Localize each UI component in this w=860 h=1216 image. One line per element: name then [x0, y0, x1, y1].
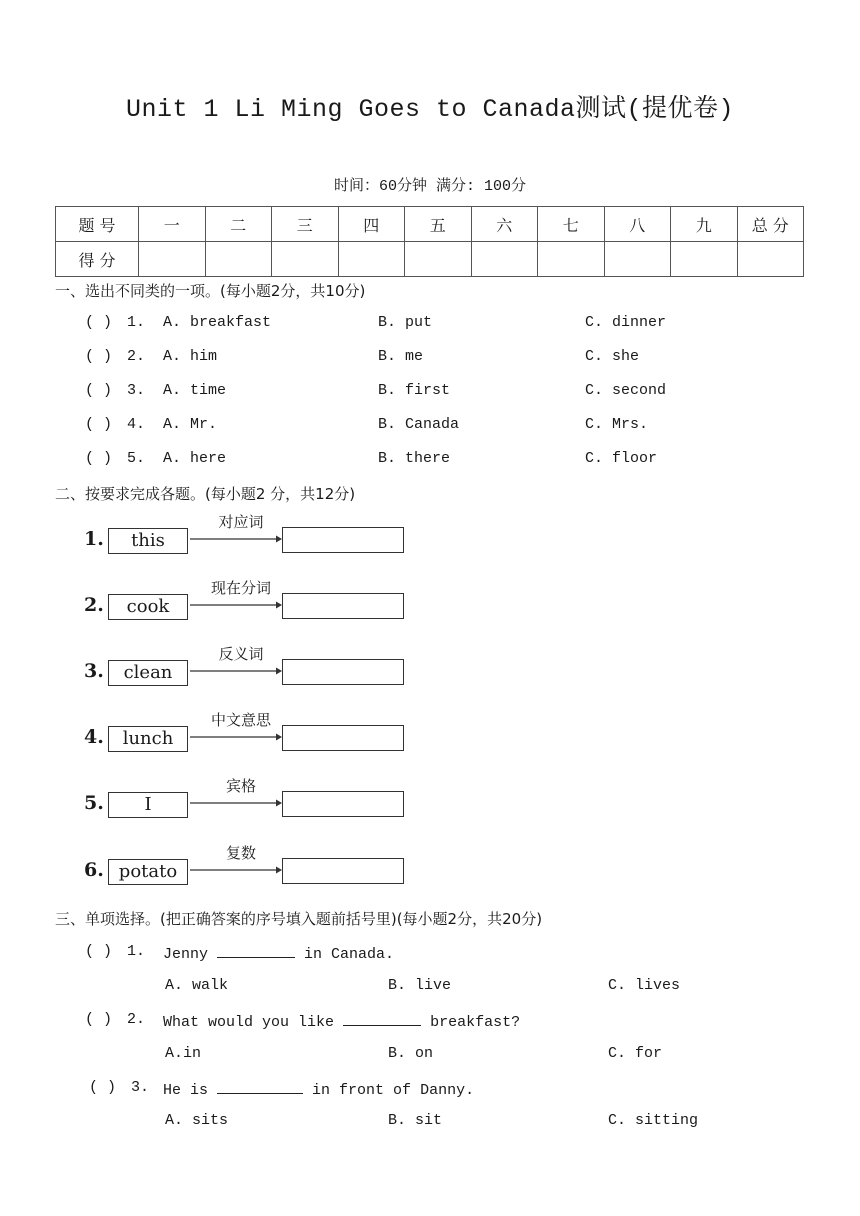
source-word-box: cook	[108, 594, 188, 620]
score-table-header-row	[56, 207, 804, 242]
answer-box[interactable]	[282, 527, 404, 553]
score-cell[interactable]	[272, 242, 339, 277]
time-and-score-info: 时间：60分钟 满分: 100分	[333, 178, 526, 195]
option-c: C. she	[585, 348, 640, 365]
answer-paren[interactable]: ( )	[85, 382, 113, 399]
s1-question-1	[85, 314, 825, 336]
s1-question-3	[85, 382, 825, 404]
fill-blank[interactable]	[217, 943, 295, 958]
source-word-box: clean	[108, 660, 188, 686]
arrow-right-icon	[190, 799, 282, 807]
question-stem	[163, 1011, 520, 1031]
stem-before: Jenny	[163, 946, 209, 963]
score-table-header-cell: 九	[671, 207, 738, 242]
stem-before: He is	[163, 1082, 209, 1099]
question-stem	[163, 943, 394, 963]
stem-after: in front of Danny.	[312, 1082, 475, 1099]
score-table-header-cell: 六	[471, 207, 538, 242]
option-a: A. walk	[165, 977, 229, 994]
s3-question-3	[89, 1079, 829, 1101]
option-b: B. me	[378, 348, 424, 365]
option-b: B. on	[388, 1045, 434, 1062]
s2-task-3	[84, 646, 414, 690]
task-number: 2.	[84, 594, 104, 616]
question-number: 1.	[127, 943, 146, 960]
option-c: C. lives	[608, 977, 681, 994]
option-c: C. Mrs.	[585, 416, 649, 433]
arrow-right-icon	[190, 601, 282, 609]
s2-task-6	[84, 845, 414, 889]
arrow-right-icon	[190, 733, 282, 741]
option-c: C. floor	[585, 450, 658, 467]
question-number: 1.	[127, 314, 146, 331]
stem-before: What would you like	[163, 1014, 335, 1031]
question-stem	[163, 1079, 474, 1099]
s2-task-1	[84, 514, 414, 558]
source-word-box: I	[108, 792, 188, 818]
answer-box[interactable]	[282, 725, 404, 751]
task-number: 5.	[84, 792, 104, 814]
option-a: A. Mr.	[163, 416, 218, 433]
option-c: C. dinner	[585, 314, 667, 331]
s3-options-2	[165, 1045, 860, 1067]
score-cell[interactable]	[737, 242, 804, 277]
answer-paren[interactable]: ( )	[85, 450, 113, 467]
question-number: 3.	[131, 1079, 150, 1096]
option-b: B. Canada	[378, 416, 460, 433]
answer-box[interactable]	[282, 791, 404, 817]
answer-paren[interactable]: ( )	[85, 943, 113, 960]
score-table-header-cell: 三	[272, 207, 339, 242]
s3-question-2	[85, 1011, 825, 1033]
question-number: 4.	[127, 416, 146, 433]
option-a: A. breakfast	[163, 314, 272, 331]
score-table-header-cell: 二	[205, 207, 272, 242]
score-row-label: 得 分	[56, 242, 139, 277]
answer-paren[interactable]: ( )	[85, 314, 113, 331]
score-table-header-cell: 七	[538, 207, 605, 242]
answer-paren[interactable]: ( )	[85, 1011, 113, 1028]
s3-options-1	[165, 977, 860, 999]
option-b: B. there	[378, 450, 451, 467]
s1-question-5	[85, 450, 825, 472]
score-cell[interactable]	[538, 242, 605, 277]
score-cell[interactable]	[471, 242, 538, 277]
option-a: A. sits	[165, 1112, 229, 1129]
arrow-right-icon	[190, 535, 282, 543]
option-a: A. here	[163, 450, 227, 467]
option-c: C. for	[608, 1045, 663, 1062]
transform-label: 现在分词	[210, 579, 271, 597]
score-table-score-row	[56, 242, 804, 277]
transform-label: 复数	[225, 844, 256, 862]
score-cell[interactable]	[604, 242, 671, 277]
task-number: 1.	[84, 528, 104, 550]
score-table-header-cell: 题 号	[56, 207, 139, 242]
question-number: 2.	[127, 1011, 146, 1028]
transform-label: 宾格	[225, 777, 256, 795]
s2-task-2	[84, 580, 414, 624]
page-title: Unit 1 Li Ming Goes to Canada测试(提优卷)	[125, 95, 735, 124]
option-c: C. second	[585, 382, 667, 399]
source-word-box: lunch	[108, 726, 188, 752]
s1-question-4	[85, 416, 825, 438]
task-number: 6.	[84, 859, 104, 881]
option-b: B. live	[388, 977, 452, 994]
question-number: 3.	[127, 382, 146, 399]
section-2-heading: 二、按要求完成各题。(每小题2 分，共12分)	[55, 485, 356, 503]
fill-blank[interactable]	[343, 1011, 421, 1026]
answer-box[interactable]	[282, 593, 404, 619]
score-table-header-cell: 八	[604, 207, 671, 242]
stem-after: in Canada.	[304, 946, 395, 963]
transform-label: 中文意思	[210, 711, 271, 729]
answer-box[interactable]	[282, 858, 404, 884]
score-cell[interactable]	[139, 242, 206, 277]
source-word-box: potato	[108, 859, 188, 885]
score-table-header-cell: 总 分	[737, 207, 804, 242]
stem-after: breakfast?	[430, 1014, 521, 1031]
source-word-box: this	[108, 528, 188, 554]
fill-blank[interactable]	[217, 1079, 303, 1094]
score-cell[interactable]	[205, 242, 272, 277]
score-table-header-cell: 四	[338, 207, 405, 242]
score-cell[interactable]	[671, 242, 738, 277]
score-cell[interactable]	[338, 242, 405, 277]
score-table	[55, 206, 804, 277]
option-b: B. first	[378, 382, 451, 399]
task-number: 4.	[84, 726, 104, 748]
option-a: A. time	[163, 382, 227, 399]
transform-label: 反义词	[218, 645, 264, 663]
option-c: C. sitting	[608, 1112, 699, 1129]
arrow-right-icon	[190, 866, 282, 874]
s3-options-3	[165, 1112, 860, 1134]
s3-question-1	[85, 943, 825, 965]
transform-label: 对应词	[218, 513, 264, 531]
option-b: B. sit	[388, 1112, 443, 1129]
answer-paren[interactable]: ( )	[85, 348, 113, 365]
option-b: B. put	[378, 314, 433, 331]
option-a: A. him	[163, 348, 218, 365]
answer-paren[interactable]: ( )	[89, 1079, 117, 1096]
s1-question-2	[85, 348, 825, 370]
option-a: A.in	[165, 1045, 202, 1062]
answer-box[interactable]	[282, 659, 404, 685]
s2-task-4	[84, 712, 414, 756]
s2-task-5	[84, 778, 414, 822]
section-3-heading: 三、单项选择。(把正确答案的序号填入题前括号里)(每小题2分，共20分)	[55, 910, 543, 928]
score-table-header-cell: 一	[139, 207, 206, 242]
score-table-header-cell: 五	[405, 207, 472, 242]
section-1-heading: 一、选出不同类的一项。(每小题2分，共10分)	[55, 282, 366, 300]
answer-paren[interactable]: ( )	[85, 416, 113, 433]
question-number: 2.	[127, 348, 146, 365]
question-number: 5.	[127, 450, 146, 467]
task-number: 3.	[84, 660, 104, 682]
arrow-right-icon	[190, 667, 282, 675]
score-cell[interactable]	[405, 242, 472, 277]
